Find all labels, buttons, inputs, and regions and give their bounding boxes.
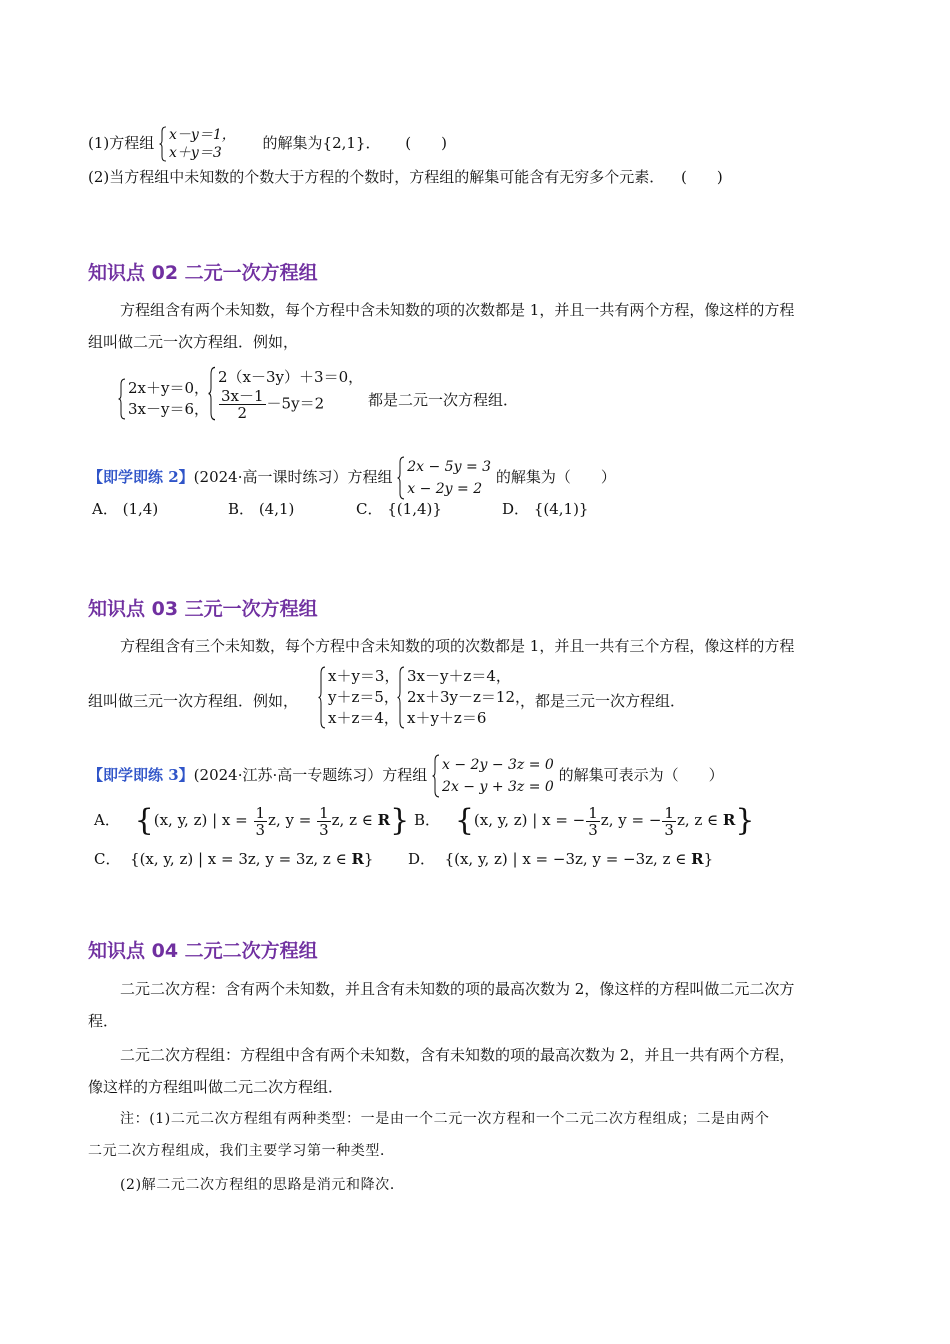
set-R: R	[722, 811, 736, 829]
frac-den: 3	[664, 820, 674, 839]
sec4-p1-line2: 程．	[88, 1012, 119, 1030]
option-label: A．	[92, 500, 118, 518]
sec2-example-1-system	[118, 378, 209, 420]
sec2-ex1-eq1: 2x＋y＝0，	[128, 379, 210, 397]
practice-2-option-b[interactable]	[228, 498, 294, 520]
option-label: A．	[94, 811, 120, 829]
sec4-note2: (2)解二元二次方程组的思路是消元和降次．	[120, 1177, 405, 1193]
q1-system	[159, 126, 236, 162]
fraction-one-third	[317, 805, 331, 838]
practice-3-tag: 【即学即练 3】	[88, 766, 194, 784]
option-b-text-2: z, y = −	[600, 811, 662, 829]
q1-eq1: x－y＝1，	[169, 127, 236, 143]
section-03-heading: 知识点 03 三元一次方程组	[88, 598, 318, 620]
option-a-text-2: z, y =	[268, 811, 317, 829]
sec3-example-1-system	[318, 666, 399, 729]
sec2-ex1-eq2: 3x－y＝6，	[128, 400, 210, 418]
sec3-ex2-eq1: 3x－y＋z＝4，	[407, 667, 511, 685]
option-label: B．	[228, 500, 255, 518]
frac-den: 3	[588, 820, 598, 839]
practice-3-stem	[88, 754, 724, 798]
q1-paren: ( )	[405, 134, 447, 152]
q2-text: (2)当方程组中未知数的个数大于方程的个数时，方程组的解集可能含有无穷多个元素．	[88, 168, 665, 186]
option-a-text-3: z, z ∈	[331, 811, 378, 829]
sec3-ex2-eq3: x＋y＋z＝6	[407, 709, 487, 727]
practice-2-eq2: x − 2y = 2	[407, 481, 483, 497]
practice-2-eq1: 2x − 5y = 3	[407, 459, 492, 475]
practice-2-system	[397, 456, 491, 500]
practice-3-system	[432, 754, 554, 798]
question-2	[88, 166, 723, 188]
option-label: C．	[356, 500, 383, 518]
option-value: {(1,4)}	[387, 500, 442, 518]
sec2-example-1	[118, 378, 209, 420]
practice-2-source: (2024·高一课时练习）方程组	[193, 468, 393, 486]
option-c-value: {(x, y, z) | x = 3z, y = 3z, z ∈	[130, 850, 352, 868]
sec3-ex1-eq1: x＋y＝3，	[328, 667, 400, 685]
option-b-text-1: (x, y, z) | x = −	[473, 811, 586, 829]
frac-den: 3	[319, 820, 329, 839]
option-label: B．	[414, 811, 441, 829]
practice-3-option-d[interactable]	[408, 848, 713, 870]
practice-3-option-b[interactable]: B． {(x, y, z) | x = − $\frac{1}{3}$ z, y = − $\frac{1}{3}$ z, z ∈ R}	[414, 803, 755, 839]
sec3-ex1-eq3: x＋z＝4，	[328, 709, 399, 727]
frac-num: 1	[588, 803, 598, 822]
sec3-example-2-system	[397, 666, 530, 729]
option-value: (4,1)	[258, 500, 295, 518]
sec2-ex2-numerator: 3x－1	[221, 387, 264, 405]
sec3-example-2	[397, 666, 530, 729]
sec2-example-2-system	[208, 366, 363, 421]
sec2-example-suffix: 都是二元一次方程组．	[368, 391, 519, 409]
set-R: R	[691, 850, 704, 868]
sec3-example-1	[318, 666, 399, 729]
option-b-text-3: z, z ∈	[676, 811, 723, 829]
practice-2-suffix: 的解集为（ ）	[495, 468, 616, 486]
practice-3-option-c[interactable]	[94, 848, 373, 870]
sec2-ex2-eq1: 2（x－3y）＋3＝0，	[218, 368, 364, 386]
frac-num: 1	[664, 803, 674, 822]
practice-3-suffix: 的解集可表示为（ ）	[558, 766, 724, 784]
practice-2-stem	[88, 456, 616, 500]
sec2-paragraph-line1: 方程组含有两个未知数，每个方程中含未知数的项的次数都是 1，并且一共有两个方程，像这样的方程	[120, 301, 795, 319]
sec4-p2-line2: 像这样的方程组叫做二元二次方程组．	[88, 1078, 344, 1096]
option-label: C．	[94, 850, 121, 868]
practice-2-option-a[interactable]	[92, 498, 158, 520]
sec4-note1-line2: 二元二次方程组成，我们主要学习第一种类型．	[88, 1143, 395, 1159]
frac-den: 3	[255, 820, 266, 839]
q1-suffix: 的解集为{2,1}．	[262, 134, 381, 152]
sec2-ex2-denominator: 2	[237, 404, 248, 422]
sec3-ex1-eq2: y＋z＝5，	[328, 688, 399, 706]
sec4-p2-line1: 二元二次方程组：方程组中含有两个未知数，含有未知数的项的最高次数为 2，并且一共有两个方程，	[120, 1046, 795, 1064]
practice-3-eq2: 2x − y + 3z = 0	[442, 779, 554, 795]
practice-2-option-c[interactable]	[356, 498, 442, 520]
frac-num: 1	[255, 803, 266, 822]
option-label: D．	[408, 850, 436, 868]
option-value: {(4,1)}	[533, 500, 589, 518]
fraction-one-third	[254, 805, 268, 838]
sec3-example-suffix: ，都是三元一次方程组．	[520, 692, 686, 710]
option-value: (1,4)	[122, 500, 159, 518]
sec2-example-2	[208, 366, 363, 421]
practice-3-source: (2024·江苏·高一专题练习）方程组	[193, 766, 428, 784]
q1-eq2: x＋y＝3	[169, 145, 222, 161]
sec4-note1-line1: 注：(1)二元二次方程组有两种类型：一是由一个二元一次方程和一个二元二次方程组成；二是由两个	[120, 1111, 770, 1127]
set-R: R	[377, 811, 391, 829]
section-04-heading: 知识点 04 二元二次方程组	[88, 940, 318, 962]
sec2-paragraph-line2: 组叫做二元一次方程组．例如，	[88, 333, 299, 351]
practice-3-option-a[interactable]: A． {(x, y, z) | x = $\frac{1}{3}$ z, y = $\frac{1}{3}$ z, z ∈ R}	[94, 803, 410, 839]
fraction-one-third	[586, 805, 600, 838]
practice-2-option-d[interactable]	[502, 498, 588, 520]
sec3-ex2-eq2: 2x＋3y－z＝12，	[407, 688, 531, 706]
sec4-p1-line1: 二元二次方程：含有两个未知数，并且含有未知数的项的最高次数为 2，像这样的方程叫做二元二次方	[120, 980, 795, 998]
section-02-heading: 知识点 02 二元一次方程组	[88, 262, 318, 284]
set-R: R	[351, 850, 364, 868]
q1-prefix: (1)方程组	[88, 134, 155, 152]
option-d-value: {(x, y, z) | x = −3z, y = −3z, z ∈	[444, 850, 692, 868]
close-brace: }	[703, 850, 714, 868]
frac-num: 1	[319, 803, 329, 822]
practice-2-tag: 【即学即练 2】	[88, 468, 194, 486]
question-1	[88, 126, 447, 162]
sec3-paragraph-line1: 方程组含有三个未知数，每个方程中含未知数的项的次数都是 1，并且一共有三个方程，像这样的方程	[120, 637, 795, 655]
close-brace: }	[363, 850, 374, 868]
sec3-paragraph-line2: 组叫做三元一次方程组．例如，	[88, 692, 299, 710]
fraction-one-third	[662, 805, 676, 838]
sec2-ex2-fraction	[219, 388, 266, 421]
option-a-text-1: (x, y, z) | x =	[153, 811, 253, 829]
q2-paren: ( )	[681, 168, 723, 186]
practice-3-eq1: x − 2y − 3z = 0	[442, 757, 554, 773]
sec2-ex2-tail: －5y＝2	[266, 394, 325, 413]
option-label: D．	[502, 500, 530, 518]
